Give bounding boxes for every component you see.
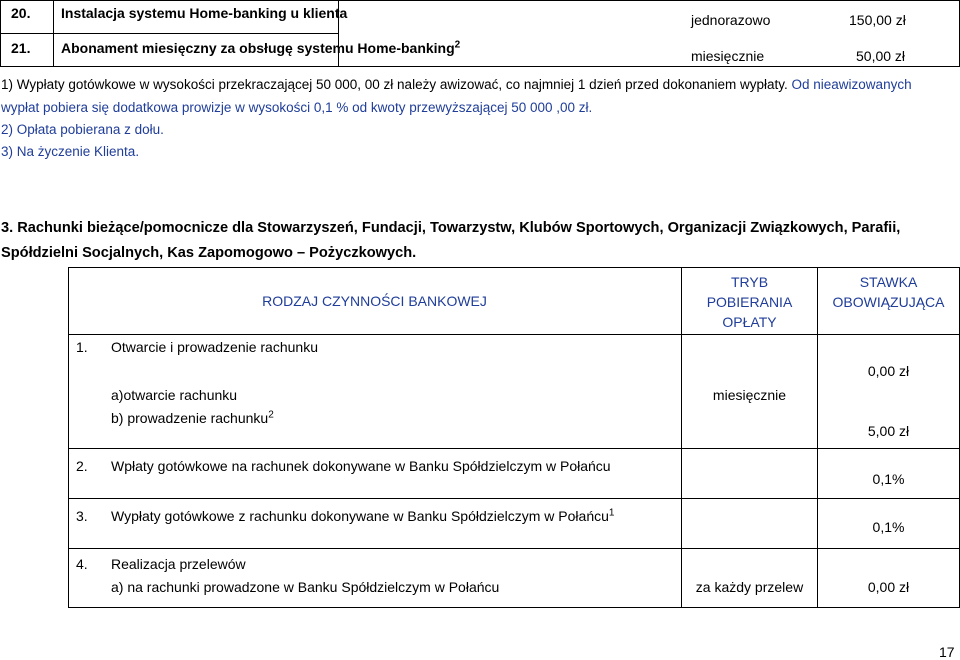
- top-table-row-divider: [0, 33, 338, 34]
- header-charge-mode: TRYB POBIERANIA OPŁATY: [706, 274, 793, 330]
- footnote-2: 2) Opłata pobierana z dołu.: [1, 122, 164, 137]
- main-row-1-sub-a: a)otwarcie rachunku: [111, 387, 238, 403]
- top-table-col-divider: [53, 0, 54, 67]
- main-table-border-top: [68, 267, 960, 268]
- main-row-4-number: 4.: [76, 556, 88, 572]
- main-row-1-rate-b: 5,00 zł: [867, 423, 910, 439]
- main-row-3-title: Wypłaty gotówkowe z rachunku dokonywane w Banku Spółdzielczym w Połańcu$^1$: [111, 507, 615, 524]
- main-row-1-rate-a: 0,00 zł: [867, 363, 910, 379]
- main-row-2-rate: 0,1%: [872, 471, 905, 487]
- main-row-4-title: Realizacja przelewów: [111, 556, 246, 572]
- main-row-4-sub-a: a) na rachunki prowadzone w Banku Spółdzielczym w Połańcu: [111, 579, 500, 595]
- row-21-number: 21.: [11, 40, 31, 56]
- row-20-amount: 150,00 zł: [849, 12, 906, 28]
- section-heading-line2: Spółdzielni Socjalnych, Kas Zapomogowo – Pożyczkowych.: [1, 245, 417, 261]
- main-table-border-left: [68, 267, 69, 608]
- row-21-name: Abonament miesięczny za obsługę systemu Home-banking$^2$: [61, 39, 461, 56]
- main-row-3-rate: 0,1%: [872, 519, 905, 535]
- main-row-1-sub-b: b) prowadzenie rachunku$^2$: [111, 409, 274, 426]
- row-20-mode: jednorazowo: [691, 12, 771, 28]
- main-row-3-number: 3.: [76, 508, 88, 524]
- header-rate: STAWKA OBOWIĄZUJĄCA: [832, 274, 945, 310]
- page-number: 17: [939, 644, 955, 660]
- footnote-3: 3) Na życzenie Klienta.: [1, 144, 140, 159]
- section-heading-line1: 3. Rachunki bieżące/pomocnicze dla Stowarzyszeń, Fundacji, Towarzystw, Klubów Sportowych, Organizacji Związkowych, Parafii,: [1, 220, 901, 236]
- main-row-1-mode: miesięcznie: [712, 387, 787, 403]
- main-row-2-number: 2.: [76, 458, 88, 474]
- main-row-1-number: 1.: [76, 339, 88, 355]
- footnote-1-continued: wypłat pobiera się dodatkowa prowizje w wysokości 0,1 % od kwoty przewyższającej 50 000 ,00 zł.: [1, 100, 593, 115]
- main-table-row-divider: [68, 498, 960, 499]
- main-row-2-title: Wpłaty gotówkowe na rachunek dokonywane w Banku Spółdzielczym w Połańcu: [111, 458, 611, 474]
- main-table-row-divider: [68, 548, 960, 549]
- row-21-amount: 50,00 zł: [856, 48, 906, 64]
- main-row-4-mode: za każdy przelew: [695, 579, 804, 595]
- row-21-mode: miesięcznie: [691, 48, 765, 64]
- top-table-border-top: [0, 0, 960, 1]
- main-row-1-title: Otwarcie i prowadzenie rachunku: [111, 339, 318, 355]
- top-table-border-bottom: [0, 66, 960, 67]
- row-20-number: 20.: [11, 5, 31, 21]
- header-activity-type: RODZAJ CZYNNOŚCI BANKOWEJ: [262, 293, 487, 309]
- main-row-4-rate: 0,00 zł: [867, 579, 910, 595]
- main-table-border-bottom: [68, 607, 960, 608]
- footnote-1: 1) Wypłaty gotówkowe w wysokości przekraczającej 50 000, 00 zł należy awizować, co najmniej 1 dzień przed dokonaniem wypłaty. Od nieawizowanych: [1, 77, 912, 92]
- main-table-row-divider: [68, 448, 960, 449]
- row-20-name: Instalacja systemu Home-banking u klienta: [61, 5, 348, 21]
- top-table-border-left: [0, 0, 1, 67]
- main-table-header-divider: [68, 334, 960, 335]
